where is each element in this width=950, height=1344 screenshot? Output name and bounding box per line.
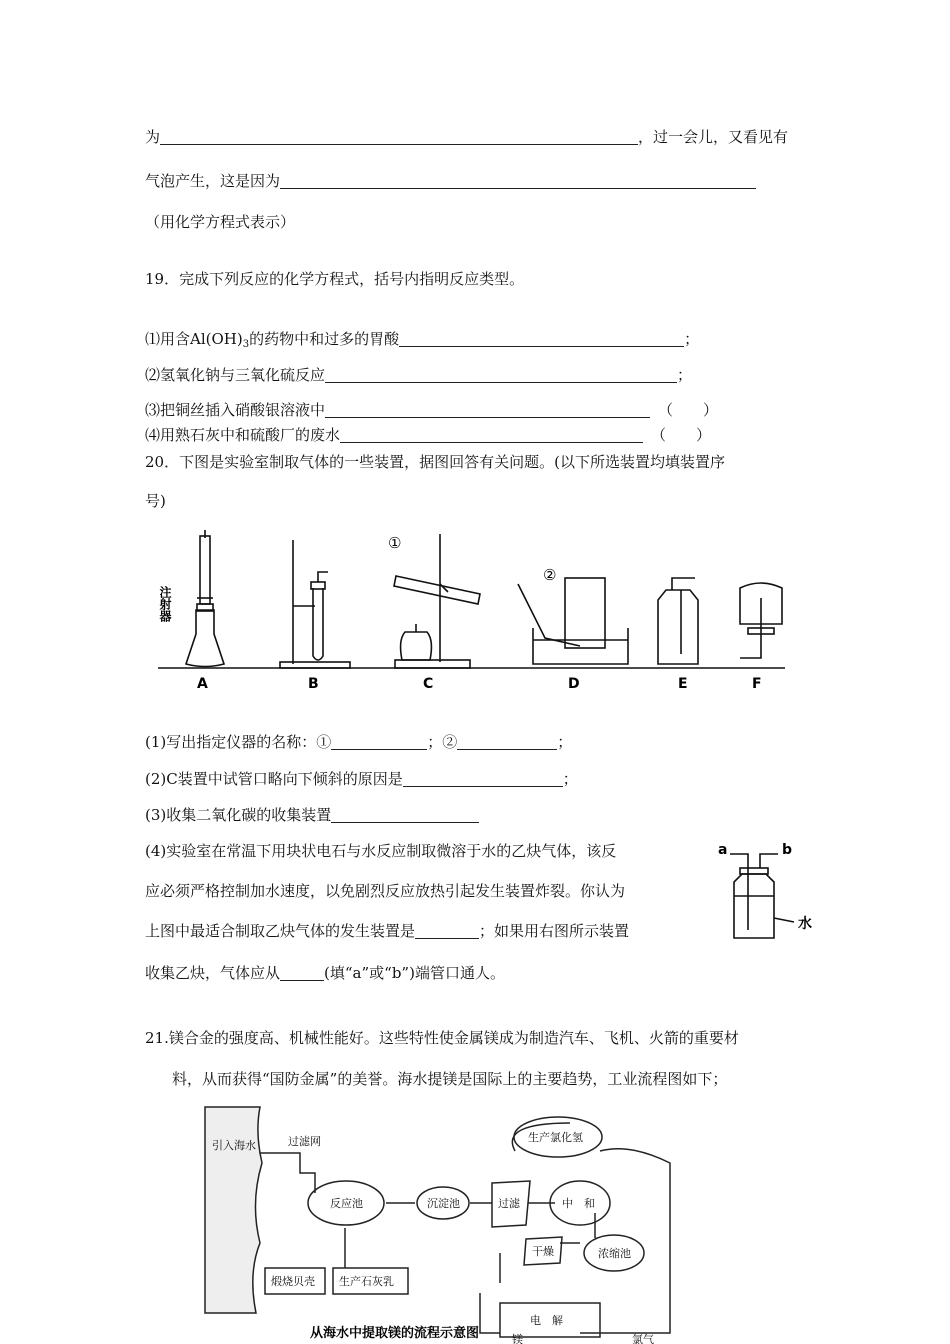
label-d: D (568, 676, 580, 692)
answer-blank[interactable] (280, 965, 324, 981)
q20-text: 收集乙炔，气体应从 (145, 964, 281, 982)
water-label: 水 (798, 916, 812, 932)
q19-text: 的药物中和过多的胃酸 (249, 330, 400, 348)
q20-text: (3)收集二氧化碳的收集装置 (145, 806, 332, 824)
q19-text: ⑶把铜丝插入硝酸银溶液中 (145, 401, 326, 419)
q19-text: ⑵氢氧化钠与三氧化硫反应 (145, 366, 326, 384)
q20-text: (2)C装置中试管口略向下倾斜的原因是 (145, 770, 403, 788)
answer-blank[interactable] (415, 923, 479, 939)
answer-blank[interactable] (331, 734, 427, 750)
q19-item4 (145, 424, 711, 445)
flow-mg: 镁 (512, 1333, 523, 1344)
answer-blank[interactable] (331, 807, 479, 823)
q20-text: ；如果用右图所示装置 (479, 922, 630, 940)
flow-cl2: 氯气 (632, 1333, 654, 1344)
answer-blank[interactable] (399, 331, 684, 347)
label-c: C (423, 676, 434, 692)
q18-line2 (145, 170, 756, 191)
marker-1: ① (388, 534, 402, 552)
flow-caption: 从海水中提取镁的流程示意图 (310, 1326, 480, 1341)
q19-item2 (145, 364, 692, 385)
q20-sub4-l3 (145, 920, 629, 941)
q18-text: 为 (145, 128, 161, 146)
flow-calcine: 煅烧贝壳 (271, 1275, 315, 1288)
label-e: E (678, 676, 688, 692)
flow-settle: 沉淀池 (427, 1197, 460, 1210)
q20-sub3 (145, 804, 479, 825)
q20-text: ； (557, 733, 573, 751)
q20-text: (填“a”或“b”)端管口通人。 (324, 964, 505, 982)
q19-text: ⑷用熟石灰中和硫酸厂的废水 (145, 426, 341, 444)
flow-concentrate: 浓缩池 (598, 1247, 631, 1260)
q19-item3 (145, 399, 718, 420)
flow-lime: 生产石灰乳 (339, 1275, 394, 1288)
q20-text: 上图中最适合制取乙炔气体的发生装置是 (145, 922, 416, 940)
q20-text: (1)写出指定仪器的名称：① (145, 733, 332, 751)
label-b: B (308, 676, 319, 692)
q19-item1 (145, 328, 699, 350)
q20-sub1 (145, 731, 572, 752)
semicolon: ； (677, 366, 693, 384)
flow-neutralize: 中 和 (562, 1197, 595, 1210)
q19-title: 19．完成下列反应的化学方程式，括号内指明反应类型。 (145, 270, 525, 288)
marker-2: ② (543, 566, 557, 584)
q19-text: ⑴用含Al(OH) (145, 330, 243, 348)
q18-text: ，过一会儿，又看见有 (638, 128, 789, 146)
flow-hcl: 生产氯化氢 (528, 1131, 583, 1144)
q20-title-cont: 号) (145, 492, 166, 510)
flow-chart (200, 1103, 700, 1344)
q20-sub4-l4 (145, 962, 505, 983)
reaction-type-blank[interactable]: （ ） (658, 401, 719, 419)
flow-filter-net: 过滤网 (288, 1135, 321, 1148)
syringe-label: 注射器 (158, 586, 172, 622)
q21-l1: 21.镁合金的强度高、机械性能好。这些特性使金属镁成为制造汽车、飞机、火箭的重要材 (145, 1029, 739, 1047)
apparatus-figure (150, 528, 790, 698)
q21-l2: 料，从而获得“国防金属”的美誉。海水提镁是国际上的主要趋势，工业流程图如下； (172, 1070, 728, 1088)
q18-line3: （用化学方程式表示） (145, 213, 296, 231)
flow-filtration: 过滤 (498, 1197, 520, 1210)
q18-text: 气泡产生，这是因为 (145, 172, 281, 190)
q20-text: ；② (427, 733, 458, 751)
q20-title: 20．下图是实验室制取气体的一些装置，据图回答有关问题。(以下所选装置均填装置序 (145, 453, 725, 471)
answer-blank[interactable] (325, 402, 650, 418)
end-a-label: a (718, 842, 728, 858)
answer-blank[interactable] (403, 771, 563, 787)
answer-blank[interactable] (160, 129, 638, 145)
q18-line1 (145, 126, 788, 147)
subscript: 3 (242, 339, 250, 350)
answer-blank[interactable] (280, 173, 756, 189)
q20-sub2 (145, 768, 578, 789)
label-f: F (752, 676, 762, 692)
flow-reaction: 反应池 (330, 1197, 363, 1210)
semicolon: ； (684, 330, 700, 348)
flow-dry: 干燥 (532, 1245, 554, 1258)
answer-blank[interactable] (340, 427, 643, 443)
q20-text: ； (562, 770, 578, 788)
answer-blank[interactable] (457, 734, 557, 750)
flow-electrolysis: 电 解 (530, 1314, 563, 1327)
answer-blank[interactable] (325, 367, 677, 383)
label-a: A (197, 676, 208, 692)
flow-seawater: 引入海水 (212, 1139, 256, 1152)
reaction-type-blank[interactable]: （ ） (651, 426, 712, 444)
q20-sub4-l1: (4)实验室在常温下用块状电石与水反应制取微溶于水的乙炔气体，该反 (145, 842, 617, 860)
end-b-label: b (782, 842, 793, 858)
q20-sub4-l2: 应必须严格控制加水速度，以免剧烈反应放热引起发生装置炸裂。你认为 (145, 882, 626, 900)
collection-bottle-figure (712, 838, 822, 948)
